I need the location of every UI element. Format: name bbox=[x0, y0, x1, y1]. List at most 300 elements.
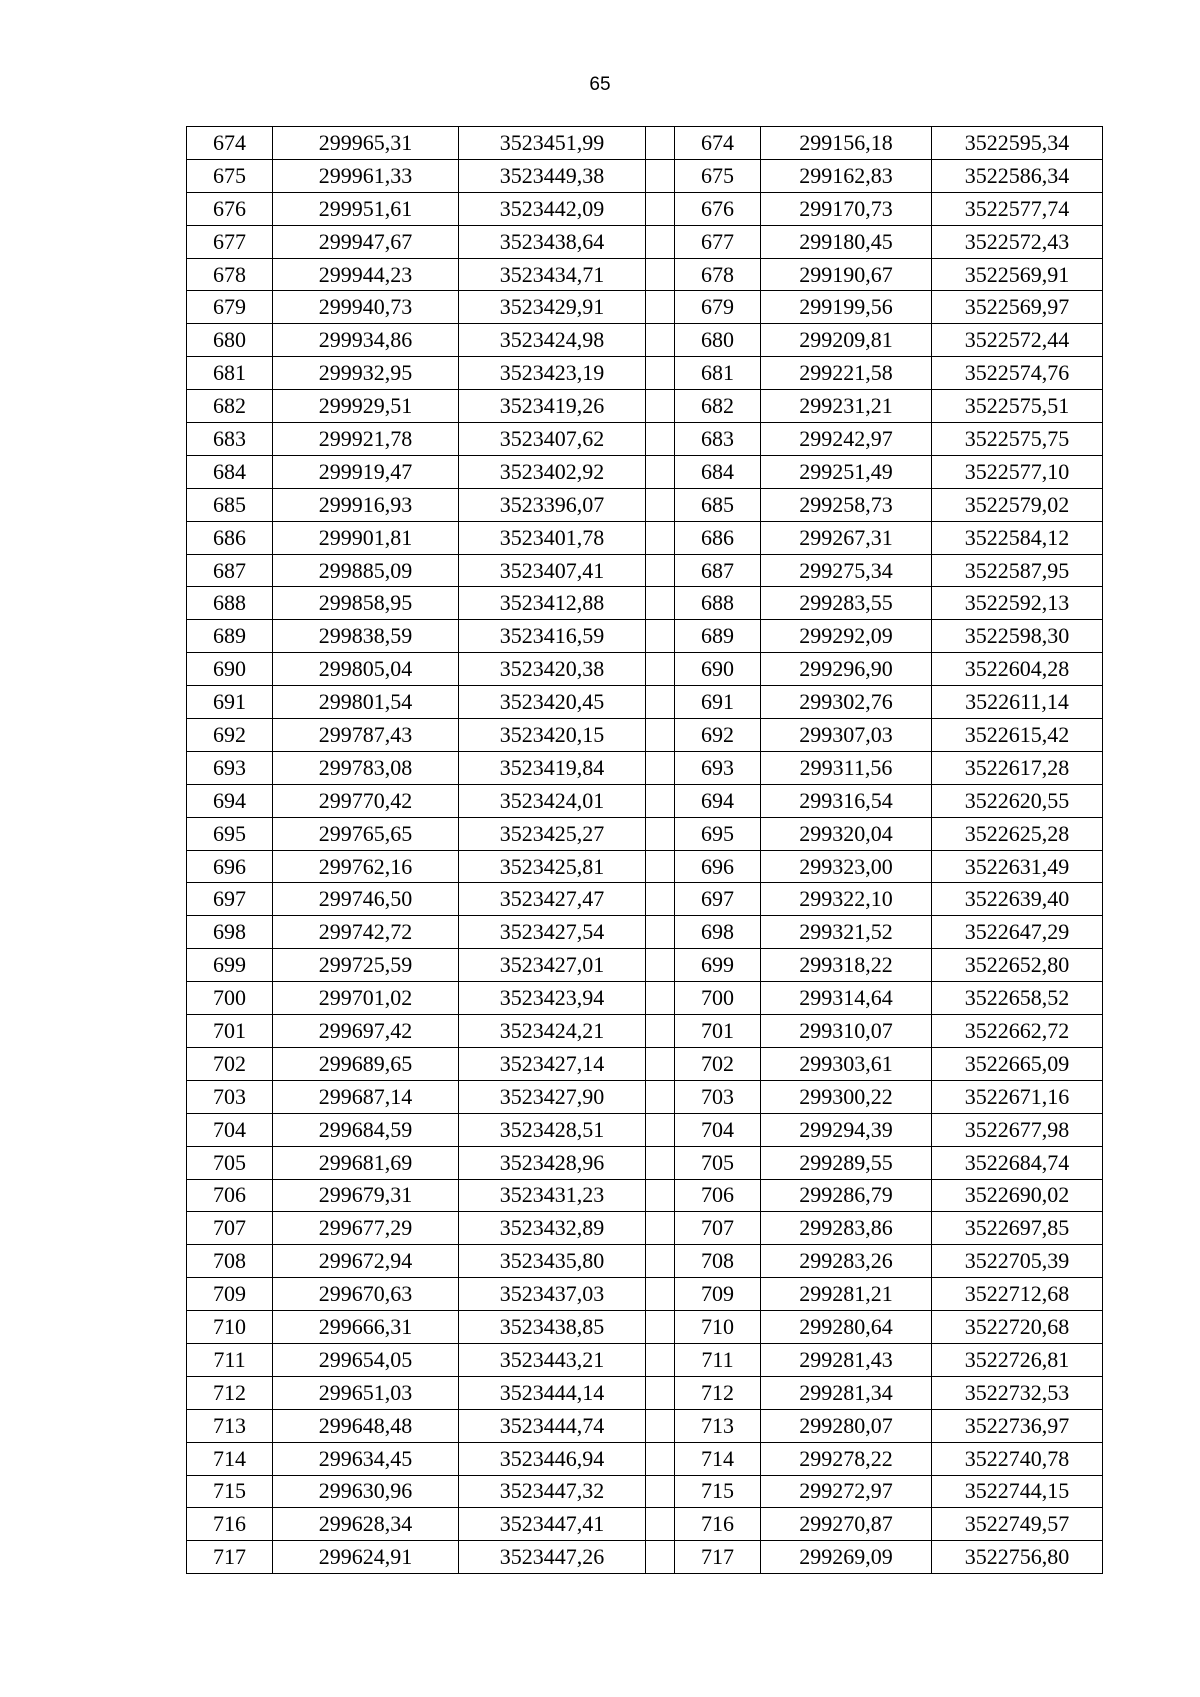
left-x-coordinate: 299919,47 bbox=[273, 455, 459, 488]
left-point-number: 681 bbox=[187, 357, 273, 390]
left-x-coordinate: 299672,94 bbox=[273, 1245, 459, 1278]
right-x-coordinate: 299270,87 bbox=[761, 1508, 932, 1541]
right-point-number: 708 bbox=[675, 1245, 761, 1278]
right-point-number: 703 bbox=[675, 1080, 761, 1113]
right-y-coordinate: 3522690,02 bbox=[932, 1179, 1103, 1212]
table-row bbox=[187, 1179, 1103, 1212]
separator-cell bbox=[646, 1376, 675, 1409]
left-x-coordinate: 299624,91 bbox=[273, 1541, 459, 1574]
left-y-coordinate: 3523407,41 bbox=[459, 554, 646, 587]
separator-cell bbox=[646, 1541, 675, 1574]
table-row bbox=[187, 1376, 1103, 1409]
right-x-coordinate: 299316,54 bbox=[761, 784, 932, 817]
left-point-number: 702 bbox=[187, 1047, 273, 1080]
left-x-coordinate: 299684,59 bbox=[273, 1113, 459, 1146]
right-point-number: 697 bbox=[675, 883, 761, 916]
left-x-coordinate: 299940,73 bbox=[273, 291, 459, 324]
right-x-coordinate: 299280,07 bbox=[761, 1409, 932, 1442]
right-point-number: 674 bbox=[675, 127, 761, 160]
table-row bbox=[187, 390, 1103, 423]
left-y-coordinate: 3523427,14 bbox=[459, 1047, 646, 1080]
left-x-coordinate: 299762,16 bbox=[273, 850, 459, 883]
right-point-number: 698 bbox=[675, 916, 761, 949]
right-y-coordinate: 3522740,78 bbox=[932, 1442, 1103, 1475]
left-y-coordinate: 3523438,64 bbox=[459, 225, 646, 258]
right-point-number: 679 bbox=[675, 291, 761, 324]
left-y-coordinate: 3523427,90 bbox=[459, 1080, 646, 1113]
right-y-coordinate: 3522584,12 bbox=[932, 521, 1103, 554]
left-point-number: 715 bbox=[187, 1475, 273, 1508]
right-x-coordinate: 299300,22 bbox=[761, 1080, 932, 1113]
right-y-coordinate: 3522684,74 bbox=[932, 1146, 1103, 1179]
separator-cell bbox=[646, 982, 675, 1015]
separator-cell bbox=[646, 488, 675, 521]
separator-cell bbox=[646, 258, 675, 291]
right-point-number: 681 bbox=[675, 357, 761, 390]
right-x-coordinate: 299170,73 bbox=[761, 192, 932, 225]
separator-cell bbox=[646, 653, 675, 686]
right-y-coordinate: 3522726,81 bbox=[932, 1343, 1103, 1376]
left-point-number: 717 bbox=[187, 1541, 273, 1574]
right-point-number: 682 bbox=[675, 390, 761, 423]
table-row bbox=[187, 949, 1103, 982]
left-point-number: 703 bbox=[187, 1080, 273, 1113]
left-y-coordinate: 3523444,74 bbox=[459, 1409, 646, 1442]
left-point-number: 680 bbox=[187, 324, 273, 357]
left-y-coordinate: 3523396,07 bbox=[459, 488, 646, 521]
right-y-coordinate: 3522586,34 bbox=[932, 159, 1103, 192]
separator-cell bbox=[646, 686, 675, 719]
right-x-coordinate: 299283,86 bbox=[761, 1212, 932, 1245]
right-y-coordinate: 3522720,68 bbox=[932, 1311, 1103, 1344]
left-y-coordinate: 3523423,19 bbox=[459, 357, 646, 390]
left-point-number: 694 bbox=[187, 784, 273, 817]
table-row bbox=[187, 159, 1103, 192]
left-y-coordinate: 3523424,21 bbox=[459, 1015, 646, 1048]
right-x-coordinate: 299320,04 bbox=[761, 817, 932, 850]
table-row bbox=[187, 1541, 1103, 1574]
left-x-coordinate: 299885,09 bbox=[273, 554, 459, 587]
separator-cell bbox=[646, 225, 675, 258]
table-row bbox=[187, 1047, 1103, 1080]
right-x-coordinate: 299303,61 bbox=[761, 1047, 932, 1080]
right-y-coordinate: 3522631,49 bbox=[932, 850, 1103, 883]
left-x-coordinate: 299677,29 bbox=[273, 1212, 459, 1245]
right-y-coordinate: 3522572,44 bbox=[932, 324, 1103, 357]
right-x-coordinate: 299296,90 bbox=[761, 653, 932, 686]
left-y-coordinate: 3523447,41 bbox=[459, 1508, 646, 1541]
left-point-number: 712 bbox=[187, 1376, 273, 1409]
left-x-coordinate: 299670,63 bbox=[273, 1278, 459, 1311]
left-y-coordinate: 3523447,26 bbox=[459, 1541, 646, 1574]
right-x-coordinate: 299162,83 bbox=[761, 159, 932, 192]
right-point-number: 690 bbox=[675, 653, 761, 686]
right-y-coordinate: 3522575,51 bbox=[932, 390, 1103, 423]
table-row bbox=[187, 1475, 1103, 1508]
right-x-coordinate: 299302,76 bbox=[761, 686, 932, 719]
left-point-number: 682 bbox=[187, 390, 273, 423]
table-row bbox=[187, 883, 1103, 916]
left-x-coordinate: 299666,31 bbox=[273, 1311, 459, 1344]
right-y-coordinate: 3522592,13 bbox=[932, 587, 1103, 620]
right-y-coordinate: 3522744,15 bbox=[932, 1475, 1103, 1508]
right-y-coordinate: 3522577,74 bbox=[932, 192, 1103, 225]
left-y-coordinate: 3523427,54 bbox=[459, 916, 646, 949]
right-x-coordinate: 299292,09 bbox=[761, 620, 932, 653]
right-point-number: 684 bbox=[675, 455, 761, 488]
right-y-coordinate: 3522620,55 bbox=[932, 784, 1103, 817]
right-point-number: 715 bbox=[675, 1475, 761, 1508]
table-row bbox=[187, 554, 1103, 587]
separator-cell bbox=[646, 1409, 675, 1442]
separator-cell bbox=[646, 1343, 675, 1376]
left-y-coordinate: 3523435,80 bbox=[459, 1245, 646, 1278]
left-point-number: 699 bbox=[187, 949, 273, 982]
left-x-coordinate: 299901,81 bbox=[273, 521, 459, 554]
right-y-coordinate: 3522615,42 bbox=[932, 719, 1103, 752]
separator-cell bbox=[646, 1015, 675, 1048]
separator-cell bbox=[646, 719, 675, 752]
separator-cell bbox=[646, 521, 675, 554]
left-y-coordinate: 3523427,01 bbox=[459, 949, 646, 982]
left-x-coordinate: 299630,96 bbox=[273, 1475, 459, 1508]
right-y-coordinate: 3522639,40 bbox=[932, 883, 1103, 916]
table-row bbox=[187, 488, 1103, 521]
right-y-coordinate: 3522658,52 bbox=[932, 982, 1103, 1015]
right-x-coordinate: 299180,45 bbox=[761, 225, 932, 258]
left-point-number: 707 bbox=[187, 1212, 273, 1245]
left-point-number: 705 bbox=[187, 1146, 273, 1179]
table-row bbox=[187, 1113, 1103, 1146]
separator-cell bbox=[646, 916, 675, 949]
table-row bbox=[187, 1146, 1103, 1179]
separator-cell bbox=[646, 357, 675, 390]
left-point-number: 678 bbox=[187, 258, 273, 291]
right-point-number: 702 bbox=[675, 1047, 761, 1080]
left-y-coordinate: 3523432,89 bbox=[459, 1212, 646, 1245]
left-point-number: 695 bbox=[187, 817, 273, 850]
left-x-coordinate: 299654,05 bbox=[273, 1343, 459, 1376]
left-x-coordinate: 299634,45 bbox=[273, 1442, 459, 1475]
left-point-number: 710 bbox=[187, 1311, 273, 1344]
right-point-number: 692 bbox=[675, 719, 761, 752]
right-point-number: 680 bbox=[675, 324, 761, 357]
table-row bbox=[187, 653, 1103, 686]
right-y-coordinate: 3522652,80 bbox=[932, 949, 1103, 982]
left-point-number: 701 bbox=[187, 1015, 273, 1048]
right-x-coordinate: 299286,79 bbox=[761, 1179, 932, 1212]
right-point-number: 696 bbox=[675, 850, 761, 883]
right-point-number: 675 bbox=[675, 159, 761, 192]
right-x-coordinate: 299267,31 bbox=[761, 521, 932, 554]
right-y-coordinate: 3522574,76 bbox=[932, 357, 1103, 390]
right-point-number: 701 bbox=[675, 1015, 761, 1048]
left-y-coordinate: 3523428,96 bbox=[459, 1146, 646, 1179]
left-point-number: 713 bbox=[187, 1409, 273, 1442]
left-x-coordinate: 299838,59 bbox=[273, 620, 459, 653]
left-y-coordinate: 3523416,59 bbox=[459, 620, 646, 653]
left-x-coordinate: 299929,51 bbox=[273, 390, 459, 423]
right-x-coordinate: 299156,18 bbox=[761, 127, 932, 160]
right-y-coordinate: 3522611,14 bbox=[932, 686, 1103, 719]
left-y-coordinate: 3523424,01 bbox=[459, 784, 646, 817]
table-row bbox=[187, 1015, 1103, 1048]
separator-cell bbox=[646, 620, 675, 653]
separator-cell bbox=[646, 324, 675, 357]
right-x-coordinate: 299281,43 bbox=[761, 1343, 932, 1376]
right-x-coordinate: 299281,34 bbox=[761, 1376, 932, 1409]
left-point-number: 689 bbox=[187, 620, 273, 653]
coordinates-table-body bbox=[187, 127, 1103, 1574]
left-y-coordinate: 3523423,94 bbox=[459, 982, 646, 1015]
right-x-coordinate: 299251,49 bbox=[761, 455, 932, 488]
left-x-coordinate: 299648,48 bbox=[273, 1409, 459, 1442]
right-y-coordinate: 3522569,97 bbox=[932, 291, 1103, 324]
separator-cell bbox=[646, 1113, 675, 1146]
left-y-coordinate: 3523420,45 bbox=[459, 686, 646, 719]
left-x-coordinate: 299916,93 bbox=[273, 488, 459, 521]
right-x-coordinate: 299321,52 bbox=[761, 916, 932, 949]
right-y-coordinate: 3522579,02 bbox=[932, 488, 1103, 521]
separator-cell bbox=[646, 390, 675, 423]
right-y-coordinate: 3522577,10 bbox=[932, 455, 1103, 488]
right-point-number: 695 bbox=[675, 817, 761, 850]
table-row bbox=[187, 620, 1103, 653]
left-point-number: 677 bbox=[187, 225, 273, 258]
left-point-number: 716 bbox=[187, 1508, 273, 1541]
left-point-number: 688 bbox=[187, 587, 273, 620]
separator-cell bbox=[646, 1311, 675, 1344]
left-y-coordinate: 3523428,51 bbox=[459, 1113, 646, 1146]
left-point-number: 692 bbox=[187, 719, 273, 752]
left-point-number: 706 bbox=[187, 1179, 273, 1212]
right-point-number: 678 bbox=[675, 258, 761, 291]
right-x-coordinate: 299289,55 bbox=[761, 1146, 932, 1179]
left-point-number: 708 bbox=[187, 1245, 273, 1278]
right-x-coordinate: 299307,03 bbox=[761, 719, 932, 752]
table-row bbox=[187, 719, 1103, 752]
separator-cell bbox=[646, 423, 675, 456]
left-point-number: 714 bbox=[187, 1442, 273, 1475]
left-y-coordinate: 3523425,81 bbox=[459, 850, 646, 883]
left-y-coordinate: 3523425,27 bbox=[459, 817, 646, 850]
right-y-coordinate: 3522587,95 bbox=[932, 554, 1103, 587]
right-y-coordinate: 3522575,75 bbox=[932, 423, 1103, 456]
left-y-coordinate: 3523431,23 bbox=[459, 1179, 646, 1212]
separator-cell bbox=[646, 751, 675, 784]
table-row bbox=[187, 357, 1103, 390]
left-y-coordinate: 3523442,09 bbox=[459, 192, 646, 225]
right-y-coordinate: 3522604,28 bbox=[932, 653, 1103, 686]
left-point-number: 711 bbox=[187, 1343, 273, 1376]
right-y-coordinate: 3522736,97 bbox=[932, 1409, 1103, 1442]
table-row bbox=[187, 1343, 1103, 1376]
separator-cell bbox=[646, 784, 675, 817]
left-y-coordinate: 3523443,21 bbox=[459, 1343, 646, 1376]
separator-cell bbox=[646, 1278, 675, 1311]
left-y-coordinate: 3523427,47 bbox=[459, 883, 646, 916]
left-point-number: 675 bbox=[187, 159, 273, 192]
left-x-coordinate: 299681,69 bbox=[273, 1146, 459, 1179]
left-x-coordinate: 299965,31 bbox=[273, 127, 459, 160]
right-point-number: 683 bbox=[675, 423, 761, 456]
left-x-coordinate: 299628,34 bbox=[273, 1508, 459, 1541]
left-point-number: 697 bbox=[187, 883, 273, 916]
separator-cell bbox=[646, 817, 675, 850]
table-row bbox=[187, 1080, 1103, 1113]
table-row bbox=[187, 225, 1103, 258]
right-x-coordinate: 299272,97 bbox=[761, 1475, 932, 1508]
left-y-coordinate: 3523438,85 bbox=[459, 1311, 646, 1344]
right-x-coordinate: 299231,21 bbox=[761, 390, 932, 423]
left-point-number: 674 bbox=[187, 127, 273, 160]
right-x-coordinate: 299275,34 bbox=[761, 554, 932, 587]
right-y-coordinate: 3522712,68 bbox=[932, 1278, 1103, 1311]
left-point-number: 676 bbox=[187, 192, 273, 225]
right-point-number: 705 bbox=[675, 1146, 761, 1179]
separator-cell bbox=[646, 554, 675, 587]
right-x-coordinate: 299314,64 bbox=[761, 982, 932, 1015]
separator-cell bbox=[646, 1047, 675, 1080]
right-point-number: 677 bbox=[675, 225, 761, 258]
right-x-coordinate: 299258,73 bbox=[761, 488, 932, 521]
page-number: 65 bbox=[589, 74, 611, 95]
right-point-number: 693 bbox=[675, 751, 761, 784]
separator-cell bbox=[646, 1179, 675, 1212]
right-x-coordinate: 299280,64 bbox=[761, 1311, 932, 1344]
separator-cell bbox=[646, 455, 675, 488]
right-point-number: 711 bbox=[675, 1343, 761, 1376]
right-y-coordinate: 3522671,16 bbox=[932, 1080, 1103, 1113]
right-point-number: 689 bbox=[675, 620, 761, 653]
left-y-coordinate: 3523419,84 bbox=[459, 751, 646, 784]
right-y-coordinate: 3522572,43 bbox=[932, 225, 1103, 258]
left-y-coordinate: 3523420,38 bbox=[459, 653, 646, 686]
right-y-coordinate: 3522705,39 bbox=[932, 1245, 1103, 1278]
right-point-number: 714 bbox=[675, 1442, 761, 1475]
left-x-coordinate: 299951,61 bbox=[273, 192, 459, 225]
table-row bbox=[187, 1278, 1103, 1311]
right-y-coordinate: 3522595,34 bbox=[932, 127, 1103, 160]
left-x-coordinate: 299687,14 bbox=[273, 1080, 459, 1113]
right-x-coordinate: 299209,81 bbox=[761, 324, 932, 357]
right-x-coordinate: 299281,21 bbox=[761, 1278, 932, 1311]
table-row bbox=[187, 1311, 1103, 1344]
table-row bbox=[187, 455, 1103, 488]
right-y-coordinate: 3522677,98 bbox=[932, 1113, 1103, 1146]
table-row bbox=[187, 1508, 1103, 1541]
separator-cell bbox=[646, 883, 675, 916]
left-point-number: 690 bbox=[187, 653, 273, 686]
table-row bbox=[187, 192, 1103, 225]
right-y-coordinate: 3522617,28 bbox=[932, 751, 1103, 784]
left-point-number: 704 bbox=[187, 1113, 273, 1146]
right-point-number: 712 bbox=[675, 1376, 761, 1409]
right-point-number: 700 bbox=[675, 982, 761, 1015]
separator-cell bbox=[646, 1508, 675, 1541]
table-row bbox=[187, 686, 1103, 719]
left-point-number: 679 bbox=[187, 291, 273, 324]
left-y-coordinate: 3523447,32 bbox=[459, 1475, 646, 1508]
separator-cell bbox=[646, 192, 675, 225]
table-row bbox=[187, 587, 1103, 620]
right-y-coordinate: 3522665,09 bbox=[932, 1047, 1103, 1080]
left-x-coordinate: 299697,42 bbox=[273, 1015, 459, 1048]
left-y-coordinate: 3523401,78 bbox=[459, 521, 646, 554]
right-point-number: 687 bbox=[675, 554, 761, 587]
left-y-coordinate: 3523429,91 bbox=[459, 291, 646, 324]
right-point-number: 694 bbox=[675, 784, 761, 817]
left-x-coordinate: 299801,54 bbox=[273, 686, 459, 719]
left-point-number: 696 bbox=[187, 850, 273, 883]
coordinates-table bbox=[186, 126, 1103, 1574]
left-x-coordinate: 299689,65 bbox=[273, 1047, 459, 1080]
left-x-coordinate: 299765,65 bbox=[273, 817, 459, 850]
right-x-coordinate: 299310,07 bbox=[761, 1015, 932, 1048]
left-point-number: 698 bbox=[187, 916, 273, 949]
right-x-coordinate: 299242,97 bbox=[761, 423, 932, 456]
left-point-number: 709 bbox=[187, 1278, 273, 1311]
left-y-coordinate: 3523402,92 bbox=[459, 455, 646, 488]
right-y-coordinate: 3522749,57 bbox=[932, 1508, 1103, 1541]
table-row bbox=[187, 916, 1103, 949]
left-x-coordinate: 299742,72 bbox=[273, 916, 459, 949]
right-x-coordinate: 299199,56 bbox=[761, 291, 932, 324]
left-x-coordinate: 299783,08 bbox=[273, 751, 459, 784]
table-row bbox=[187, 751, 1103, 784]
separator-cell bbox=[646, 949, 675, 982]
right-point-number: 688 bbox=[675, 587, 761, 620]
table-row bbox=[187, 1442, 1103, 1475]
left-x-coordinate: 299701,02 bbox=[273, 982, 459, 1015]
left-x-coordinate: 299679,31 bbox=[273, 1179, 459, 1212]
right-x-coordinate: 299323,00 bbox=[761, 850, 932, 883]
left-point-number: 700 bbox=[187, 982, 273, 1015]
right-point-number: 676 bbox=[675, 192, 761, 225]
table-row bbox=[187, 850, 1103, 883]
right-point-number: 717 bbox=[675, 1541, 761, 1574]
right-x-coordinate: 299322,10 bbox=[761, 883, 932, 916]
left-x-coordinate: 299805,04 bbox=[273, 653, 459, 686]
table-row bbox=[187, 1212, 1103, 1245]
right-x-coordinate: 299278,22 bbox=[761, 1442, 932, 1475]
left-x-coordinate: 299725,59 bbox=[273, 949, 459, 982]
left-y-coordinate: 3523434,71 bbox=[459, 258, 646, 291]
left-y-coordinate: 3523437,03 bbox=[459, 1278, 646, 1311]
separator-cell bbox=[646, 1080, 675, 1113]
separator-cell bbox=[646, 159, 675, 192]
left-y-coordinate: 3523412,88 bbox=[459, 587, 646, 620]
table-row bbox=[187, 127, 1103, 160]
left-x-coordinate: 299770,42 bbox=[273, 784, 459, 817]
table-row bbox=[187, 324, 1103, 357]
left-x-coordinate: 299932,95 bbox=[273, 357, 459, 390]
right-point-number: 710 bbox=[675, 1311, 761, 1344]
table-row bbox=[187, 423, 1103, 456]
left-x-coordinate: 299947,67 bbox=[273, 225, 459, 258]
separator-cell bbox=[646, 291, 675, 324]
left-x-coordinate: 299921,78 bbox=[273, 423, 459, 456]
separator-cell bbox=[646, 850, 675, 883]
left-point-number: 685 bbox=[187, 488, 273, 521]
right-point-number: 713 bbox=[675, 1409, 761, 1442]
left-y-coordinate: 3523424,98 bbox=[459, 324, 646, 357]
right-x-coordinate: 299221,58 bbox=[761, 357, 932, 390]
separator-cell bbox=[646, 587, 675, 620]
left-y-coordinate: 3523451,99 bbox=[459, 127, 646, 160]
table-row bbox=[187, 784, 1103, 817]
right-y-coordinate: 3522662,72 bbox=[932, 1015, 1103, 1048]
